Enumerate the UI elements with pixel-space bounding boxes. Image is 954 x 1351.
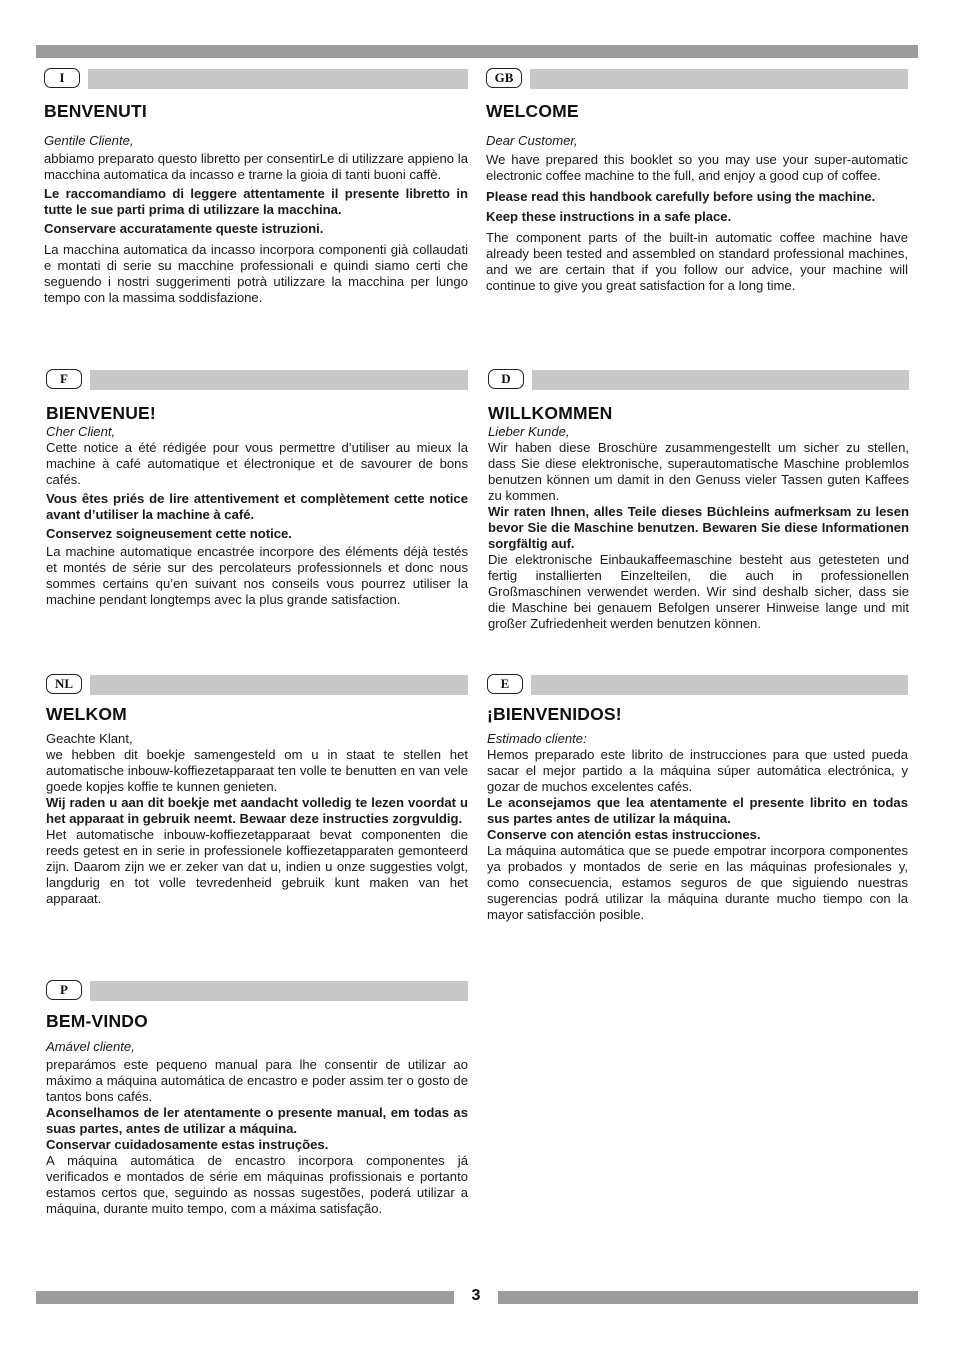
language-badge: F <box>46 369 82 389</box>
language-badge: P <box>46 980 82 1000</box>
section-header <box>488 369 909 391</box>
header-bar <box>90 370 468 390</box>
section-header <box>44 68 468 90</box>
header-bar <box>90 675 468 695</box>
advice-text: Wir raten Ihnen, alles Teile dieses Büchleins aufmerksam zu lesen bevor Sie die Maschine benutzen. Bewaren Sie diese Informationen sorgfältig auf. <box>488 504 909 551</box>
greeting: Amável cliente, <box>46 1039 135 1054</box>
section-header <box>486 68 908 90</box>
header-bar <box>532 370 909 390</box>
header-bar <box>90 981 468 1001</box>
section-title: BIENVENUE! <box>46 403 156 423</box>
advice-text: Vous êtes priés de lire attentivement et complètement cette notice avant d’utiliser la machine à café. <box>46 491 468 522</box>
greeting: Gentile Cliente, <box>44 133 134 148</box>
section-title: WELCOME <box>486 101 579 121</box>
language-badge: E <box>487 674 523 694</box>
section-italian <box>44 68 468 306</box>
section-header <box>46 369 468 391</box>
body-text: Het automatische inbouw-koffiezetapparaat bevat componenten die reeds getest en in serie in professionele koffiezetapparaten gemonteerd zijn. Daarom zijn we er zeker van dat u, indien u onze suggesties volgt, langdurig en tot volle tevredenheid gebruik kunt maken van het apparaat. <box>46 827 468 906</box>
language-badge: GB <box>486 68 522 88</box>
intro-text: abbiamo preparato questo libretto per consentirLe di utilizzare appieno la macchina automatica da incasso e trarne la gioia di tanti buoni caffè. <box>44 151 468 182</box>
header-bar <box>531 675 908 695</box>
language-badge: NL <box>46 674 82 694</box>
section-header <box>46 980 468 1002</box>
section-german <box>488 369 909 632</box>
section-french <box>46 369 468 608</box>
footer-bar-right <box>498 1291 918 1304</box>
page-number: 3 <box>471 1287 481 1304</box>
section-header <box>46 674 468 696</box>
keep-text: Conserve con atención estas instrucciones. <box>487 827 761 842</box>
keep-text: Keep these instructions in a safe place. <box>486 209 732 224</box>
advice-text: Aconselhamos de ler atentamente o presente manual, em todas as suas partes, antes de utilizar a máquina. <box>46 1105 468 1136</box>
body-text: La machine automatique encastrée incorpore des éléments déjà testés et montés de série sur des percolateurs professionnels et donc nous sommes certains qu’en suivant nos conseils vous pourrez utiliser la machine pendant longtemps avec la plus grande satisfaction. <box>46 544 468 607</box>
section-english <box>486 68 908 294</box>
body-text: Die elektronische Einbaukaffeemaschine besteht aus getesteten und fertig installierten Einzelteilen, die auch in professionellen Großmaschinen verwendet werden. Wir sind deshalb sicher, dass sie die Maschine bei genauem Befolgen unserer Hinweise lange und mit großer Zufriedenheit werden benutzen können. <box>488 552 909 631</box>
body-text: The component parts of the built-in automatic coffee machine have already been tested and assembled on standard professional machines, and we are certain that if you follow our advice, your machine will continue to give you great satisfaction for a long time. <box>486 230 908 293</box>
intro-text: we hebben dit boekje samengesteld om u in staat te stellen het automatische inbouw-koffiezetapparaat ten volle te benutten en van vele goede kopjes koffie te kunnen genieten. <box>46 747 468 794</box>
greeting: Lieber Kunde, <box>488 424 570 439</box>
footer-bar-left <box>36 1291 454 1304</box>
advice-text: Wij raden u aan dit boekje met aandacht volledig te lezen voordat u het apparaat in gebruik neemt. Bewaar deze instructies zorgvuldig. <box>46 795 468 826</box>
header-bar <box>88 69 468 89</box>
intro-text: Wir haben diese Broschüre zusammengestellt um sicher zu stellen, dass Sie diese elektronische, superautomatische Maschine problemlos benutzen können um damit in den Genuss vieler Tassen guten Kaffees zu kommen. <box>488 440 909 503</box>
top-divider-bar <box>36 45 918 58</box>
greeting: Geachte Klant, <box>46 731 133 746</box>
section-header <box>487 674 908 696</box>
section-title: ¡BIENVENIDOS! <box>487 704 622 724</box>
language-badge: D <box>488 369 524 389</box>
language-badge: I <box>44 68 80 88</box>
intro-text: preparámos este pequeno manual para lhe consentir de utilizar ao máximo a máquina automática de encastro e poder assim ter o gosto de tantos bons cafés. <box>46 1057 468 1104</box>
advice-text: Please read this handbook carefully before using the machine. <box>486 189 876 204</box>
body-text: La máquina automática que se puede empotrar incorpora componentes ya probados y montados de serie en las máquinas profesionales y, como consecuencia, estamos seguros de que siguiendo nuestras sugerencias podrá utilizar la máquina durante mucho tiempo con la mayor satisfacción posible. <box>487 843 908 922</box>
section-dutch <box>46 674 468 907</box>
advice-text: Le aconsejamos que lea atentamente el presente librito en todas sus partes antes de utilizar la máquina. <box>487 795 908 826</box>
greeting: Cher Client, <box>46 424 116 439</box>
section-spanish <box>487 674 908 923</box>
section-title: WELKOM <box>46 704 127 724</box>
header-bar <box>530 69 908 89</box>
greeting: Dear Customer, <box>486 133 578 148</box>
keep-text: Conservare accuratamente queste istruzioni. <box>44 221 324 236</box>
body-text: A máquina automática de encastro incorpora componentes já verificados e montados de série em máquinas profissionais e portanto estamos certos que, seguindo as nossas sugestões, poderá utilizar a máquina, durante muito tempo, com a máxima satisfação. <box>46 1153 468 1216</box>
intro-text: Cette notice a été rédigée pour vous permettre d’utiliser au mieux la machine à café automatique et électronique et de savourer de bons cafés. <box>46 440 468 487</box>
section-portuguese <box>46 980 468 1217</box>
keep-text: Conservar cuidadosamente estas instruções. <box>46 1137 329 1152</box>
section-title: BENVENUTI <box>44 101 147 121</box>
keep-text: Conservez soigneusement cette notice. <box>46 526 292 541</box>
section-title: WILLKOMMEN <box>488 403 613 423</box>
intro-text: We have prepared this booklet so you may use your super-automatic electronic coffee machine to the full, and enjoy a good cup of coffee. <box>486 152 908 183</box>
intro-text: Hemos preparado este librito de instrucciones para que usted pueda sacar el mejor partido a la máquina súper automática electrónica, y gozar de muchos excelentes cafés. <box>487 747 908 794</box>
greeting: Estimado cliente: <box>487 731 587 746</box>
body-text: La macchina automatica da incasso incorpora componenti già collaudati e montati di serie su macchine professionali e quindi siamo certi che seguendo i nostri suggerimenti potrà utilizzare la macchina per lungo tempo con la massima soddisfazione. <box>44 242 468 305</box>
advice-text: Le raccomandiamo di leggere attentamente il presente libretto in tutte le sue parti prima di utilizzare la macchina. <box>44 186 468 217</box>
section-title: BEM-VINDO <box>46 1011 148 1031</box>
